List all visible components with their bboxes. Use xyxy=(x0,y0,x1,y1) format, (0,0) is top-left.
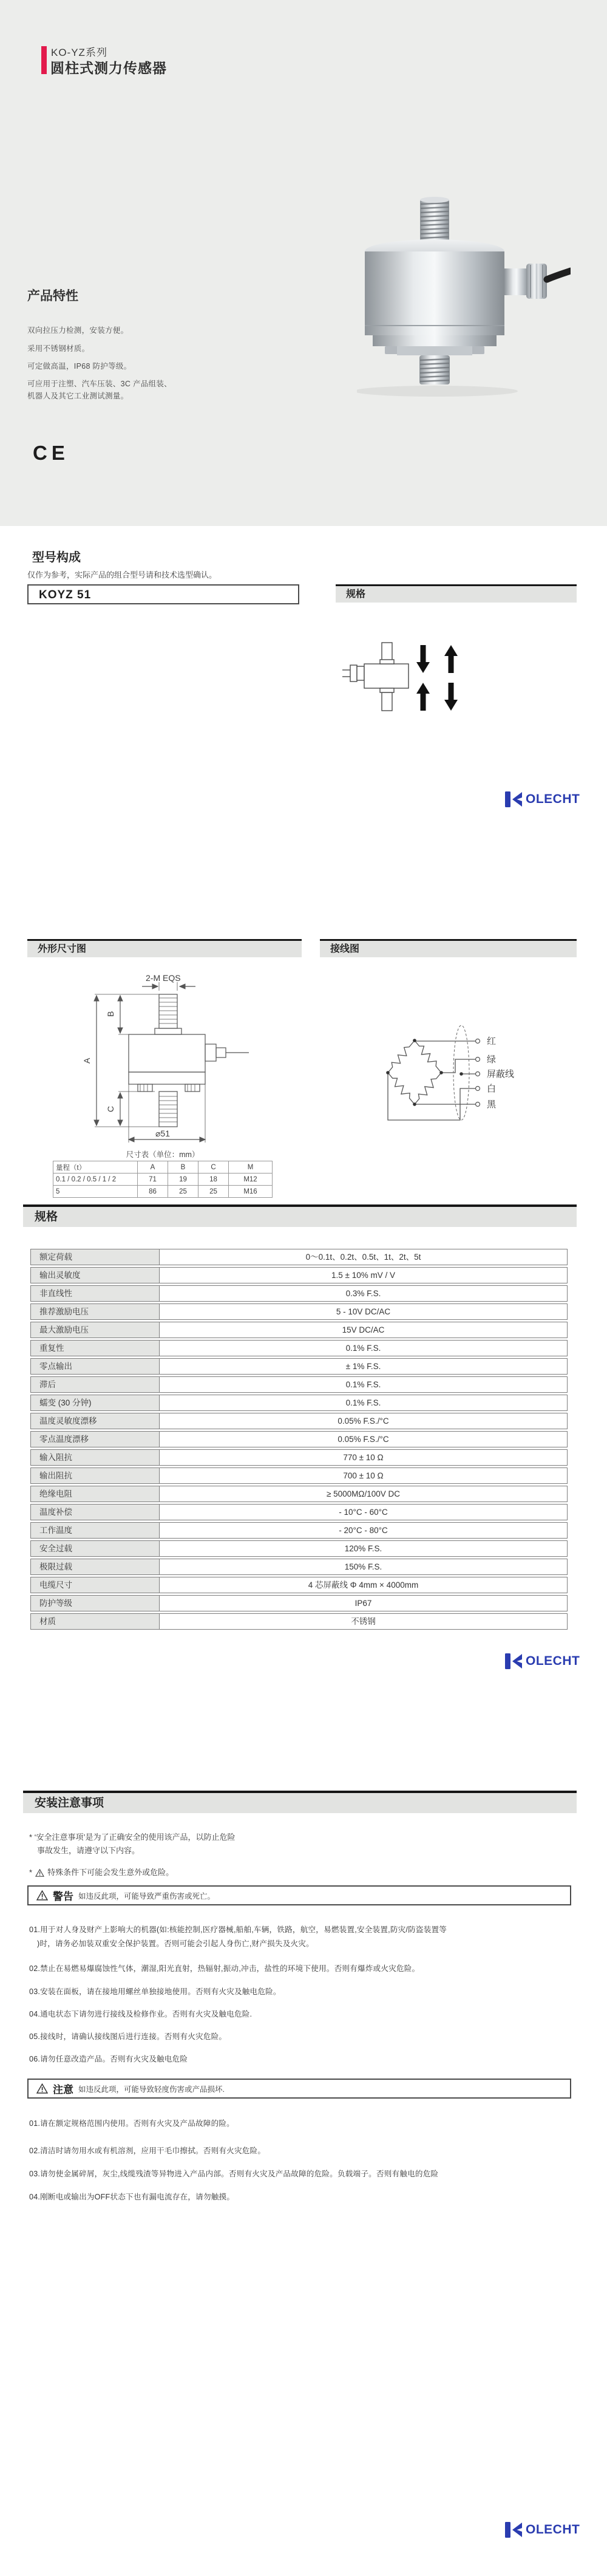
brand-logo xyxy=(505,1652,580,1670)
caution-label: 注意 xyxy=(53,2084,73,2096)
spec-row: 零点温度漂移 0.05% F.S./°C xyxy=(30,1431,568,1447)
spec-row: 安全过载 120% F.S. xyxy=(30,1540,568,1557)
caution-desc: 如违反此项，可能导致轻度伤害或产品损坏. xyxy=(78,2085,225,2094)
warning-item: 02.禁止在易燃易爆腐蚀性气体，潮湿,阳光直射，热辐射,振动,冲击，盐性的环境下使用。否则有爆炸或火灾危险。 xyxy=(29,1964,420,1973)
warning-banner xyxy=(27,1885,571,1905)
table-row: 0.1 / 0.2 / 0.5 / 1 / 2 71 19 18 M12 xyxy=(53,1174,273,1186)
feature-item: 机器人及其它工业测试测量。 xyxy=(27,392,129,400)
model-code: KOYZ 51 xyxy=(39,589,92,601)
model-code-box xyxy=(27,584,299,604)
feature-item: 采用不锈钢材质。 xyxy=(27,344,90,353)
table-row: 5 86 25 25 M16 xyxy=(53,1186,273,1198)
red-accent-bar xyxy=(41,46,47,74)
brand-logo xyxy=(505,2521,580,2539)
wiring-header xyxy=(320,939,577,957)
spec-row: 工作温度 - 20°C - 80°C xyxy=(30,1522,568,1539)
dim-c-label: C xyxy=(106,1105,115,1112)
spec-row: 极限过载 150% F.S. xyxy=(30,1559,568,1575)
warning-item: 03.安装在面板，请在接地用螺丝单独接地使用。否则有火灾及触电危险。 xyxy=(29,1987,281,1996)
install-heading-label: 安装注意事项 xyxy=(35,1797,104,1809)
warning-item: 05.接线时，请确认接线图后进行连接。否则有火灾危险。 xyxy=(29,2032,227,2041)
install-note-1: * ‘安全注意事项’是为了正确安全的使用该产品，以防止危险 事故发生，请遵守以下内容。 xyxy=(29,1833,236,1855)
spec-row: 重复性 0.1% F.S. xyxy=(30,1340,568,1356)
hero-section xyxy=(0,0,607,526)
brand-logo-text: OLECHT xyxy=(526,792,580,806)
spec-row: 防护等级 IP67 xyxy=(30,1595,568,1611)
warning-triangle-icon xyxy=(35,1869,44,1877)
caution-item: 04.刚断电或输出为OFF状态下也有漏电流存在，请勿触摸。 xyxy=(29,2193,235,2201)
dim-dia-label: ⌀51 xyxy=(155,1129,171,1138)
caution-item: 02.清洁时请勿用水或有机溶剂，应用干毛巾擦拭。否则有火灾危险。 xyxy=(29,2147,266,2155)
brand-k-icon xyxy=(505,2521,523,2539)
spec-mini-label: 规格 xyxy=(346,589,366,600)
dimension-drawing xyxy=(55,962,285,1150)
spec-row: 温度补偿 - 10°C - 60°C xyxy=(30,1504,568,1520)
spec-row: 输入阻抗 770 ± 10 Ω xyxy=(30,1449,568,1466)
caution-item: 03.请勿使金属碎屑，灰尘,线缆残渣等异物进入产品内部。否则有火灾及产品故障的危险。负载端子。否则有触电的危险 xyxy=(29,2170,439,2178)
specs-heading-label: 规格 xyxy=(35,1211,58,1223)
warning-triangle-icon xyxy=(36,1890,48,1901)
dim-col-m: M xyxy=(229,1161,273,1174)
specs-header xyxy=(23,1204,577,1227)
spec-row: 输出阻抗 700 ± 10 Ω xyxy=(30,1467,568,1484)
wire-label-shield: 屏蔽线 xyxy=(487,1069,515,1079)
spec-row: 额定荷载 0～0.1t、0.2t、0.5t、1t、2t、5t xyxy=(30,1249,568,1265)
wiring-heading-label: 接线图 xyxy=(330,944,360,954)
spec-row: 推荐激励电压 5 - 10V DC/AC xyxy=(30,1303,568,1320)
spec-row: 非直线性 0.3% F.S. xyxy=(30,1285,568,1302)
spec-row: 绝缘电阻 ≥ 5000MΩ/100V DC xyxy=(30,1486,568,1502)
dim-b-label: B xyxy=(106,1011,115,1017)
wire-label-red: 红 xyxy=(487,1036,497,1047)
feature-item: 可定做高温，IP68 防护等级。 xyxy=(27,362,132,371)
spec-row: 温度灵敏度漂移 0.05% F.S./°C xyxy=(30,1413,568,1429)
model-note: 仅作为参考，实际产品的组合型号请和技术选型确认。 xyxy=(27,570,217,579)
wiring-diagram xyxy=(370,1007,577,1129)
page-title: 圆柱式测力传感器 xyxy=(50,60,167,76)
spec-row: 电缆尺寸 4 芯屏蔽线 Φ 4mm × 4000mm xyxy=(30,1577,568,1593)
caution-banner xyxy=(27,2079,571,2099)
brand-k-icon xyxy=(505,790,523,808)
warning-triangle-icon xyxy=(36,2083,48,2094)
spec-table xyxy=(30,1249,568,1630)
dim-col-a: A xyxy=(138,1161,168,1174)
dim-col-range: 量程（t） xyxy=(53,1161,138,1174)
wire-label-green: 绿 xyxy=(487,1054,497,1065)
dim-table-header-row xyxy=(53,1161,273,1174)
product-photo xyxy=(357,176,571,402)
dim-table xyxy=(53,1161,273,1198)
dim-a-label: A xyxy=(82,1057,92,1064)
spec-row: 输出灵敏度 1.5 ± 10% mV / V xyxy=(30,1267,568,1283)
dim-col-b: B xyxy=(168,1161,198,1174)
force-direction-diagram xyxy=(334,632,467,717)
brand-logo-text: OLECHT xyxy=(526,1654,580,1668)
brand-k-icon xyxy=(505,1652,523,1670)
feature-item: 双向拉压力检测，安装方便。 xyxy=(27,326,129,335)
dim-thread-label: 2-M EQS xyxy=(146,973,181,983)
install-note-2: * 特殊条件下可能会发生意外或危险。 xyxy=(29,1868,174,1877)
warning-desc: 如违反此项，可能导致严重伤害或死亡。 xyxy=(78,1891,215,1901)
spec-row: 材质 不锈钢 xyxy=(30,1613,568,1630)
dimensions-heading-label: 外形尺寸图 xyxy=(38,944,87,954)
brand-logo-text: OLECHT xyxy=(526,2523,580,2537)
features-heading: 产品特性 xyxy=(27,289,78,303)
warning-item: 01.用于对人身及财产上影响大的机器(如:核能控制,医疗器械,船舶,车辆，铁路，航空，易燃装置,安全装置,防灾/防盗装置等 xyxy=(29,1925,447,1934)
spec-row: 零点输出 ± 1% F.S. xyxy=(30,1358,568,1375)
dim-table-title: 尺寸表（单位：mm） xyxy=(126,1150,200,1159)
spec-mini-header xyxy=(336,584,577,603)
dimensions-header xyxy=(27,939,302,957)
warning-item: )时，请务必加装双重安全保护装置。否则可能会引起人身伤亡,财产损失及火灾。 xyxy=(37,1939,314,1948)
warning-item: 06.请勿任意改造产品。否则有火灾及触电危险 xyxy=(29,2055,188,2063)
dim-col-c: C xyxy=(198,1161,229,1174)
wire-label-black: 黑 xyxy=(487,1099,497,1110)
wire-label-white: 白 xyxy=(487,1084,497,1094)
feature-item: 可应用于注塑、汽车压装、3C 产品组装、 xyxy=(27,380,172,388)
model-heading: 型号构成 xyxy=(32,551,81,564)
series-name: KO-YZ系列 xyxy=(51,47,107,58)
brand-logo xyxy=(505,790,580,808)
warning-item: 04.通电状态下请勿进行接线及检修作业。否则有火灾及触电危险. xyxy=(29,2010,253,2018)
spec-row: 滞后 0.1% F.S. xyxy=(30,1376,568,1393)
install-header xyxy=(23,1791,577,1813)
spec-row: 蠕变 (30 分钟) 0.1% F.S. xyxy=(30,1395,568,1411)
caution-item: 01.请在额定规格范围内使用。否则有火灾及产品故障的险。 xyxy=(29,2119,234,2128)
spec-row: 最大激励电压 15V DC/AC xyxy=(30,1322,568,1338)
ce-mark: CE xyxy=(33,442,69,464)
warning-label: 警告 xyxy=(53,1891,73,1902)
